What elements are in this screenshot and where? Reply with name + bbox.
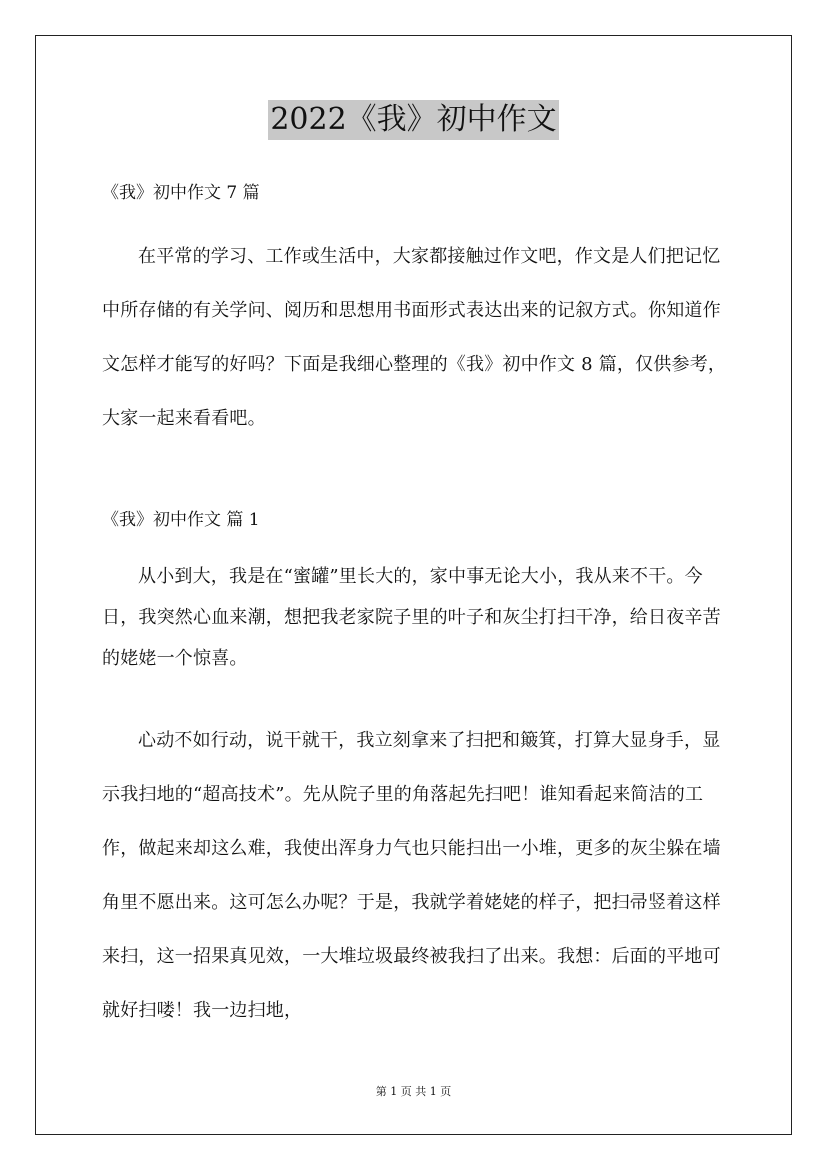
document-subtitle: 《我》初中作文 7 篇 — [102, 183, 260, 203]
body-paragraph-2: 心动不如行动，说干就干，我立刻拿来了扫把和簸箕，打算大显身手，显示我扫地的“超高技术”。先从院子里的角落起先扫吧！谁知看起来简洁的工作，做起来却这么难，我使出浑身力气也只能扫出一小堆，更多的灰尘躲在墙角里不愿出来。这可怎么办呢？于是，我就学着姥姥的样子，把扫帚竖着这样来扫，这一招果真见效，一大堆垃圾最终被我扫了出来。我想：后面的平地可就好扫喽！我一边扫地， — [102, 730, 721, 1021]
intro-paragraph: 在平常的学习、工作或生活中，大家都接触过作文吧，作文是人们把记忆中所存储的有关学问、阅历和思想用书面形式表达出来的记叙方式。你知道作文怎样才能写的好吗？下面是我细心整理的《我》初中作文 8 篇，仅供参考，大家一起来看看吧。 — [102, 246, 727, 429]
section-heading: 《我》初中作文 篇 1 — [102, 510, 260, 530]
document-title: 2022《我》初中作文 — [268, 100, 558, 140]
title-container — [0, 100, 827, 140]
body-paragraph-1: 从小到大，我是在“蜜罐”里长大的，家中事无论大小，我从来不干。今日，我突然心血来潮，想把我老家院子里的叶子和灰尘打扫干净，给日夜辛苦的姥姥一个惊喜。 — [102, 566, 721, 669]
page-footer: 第 1 页 共 1 页 — [375, 1085, 452, 1098]
